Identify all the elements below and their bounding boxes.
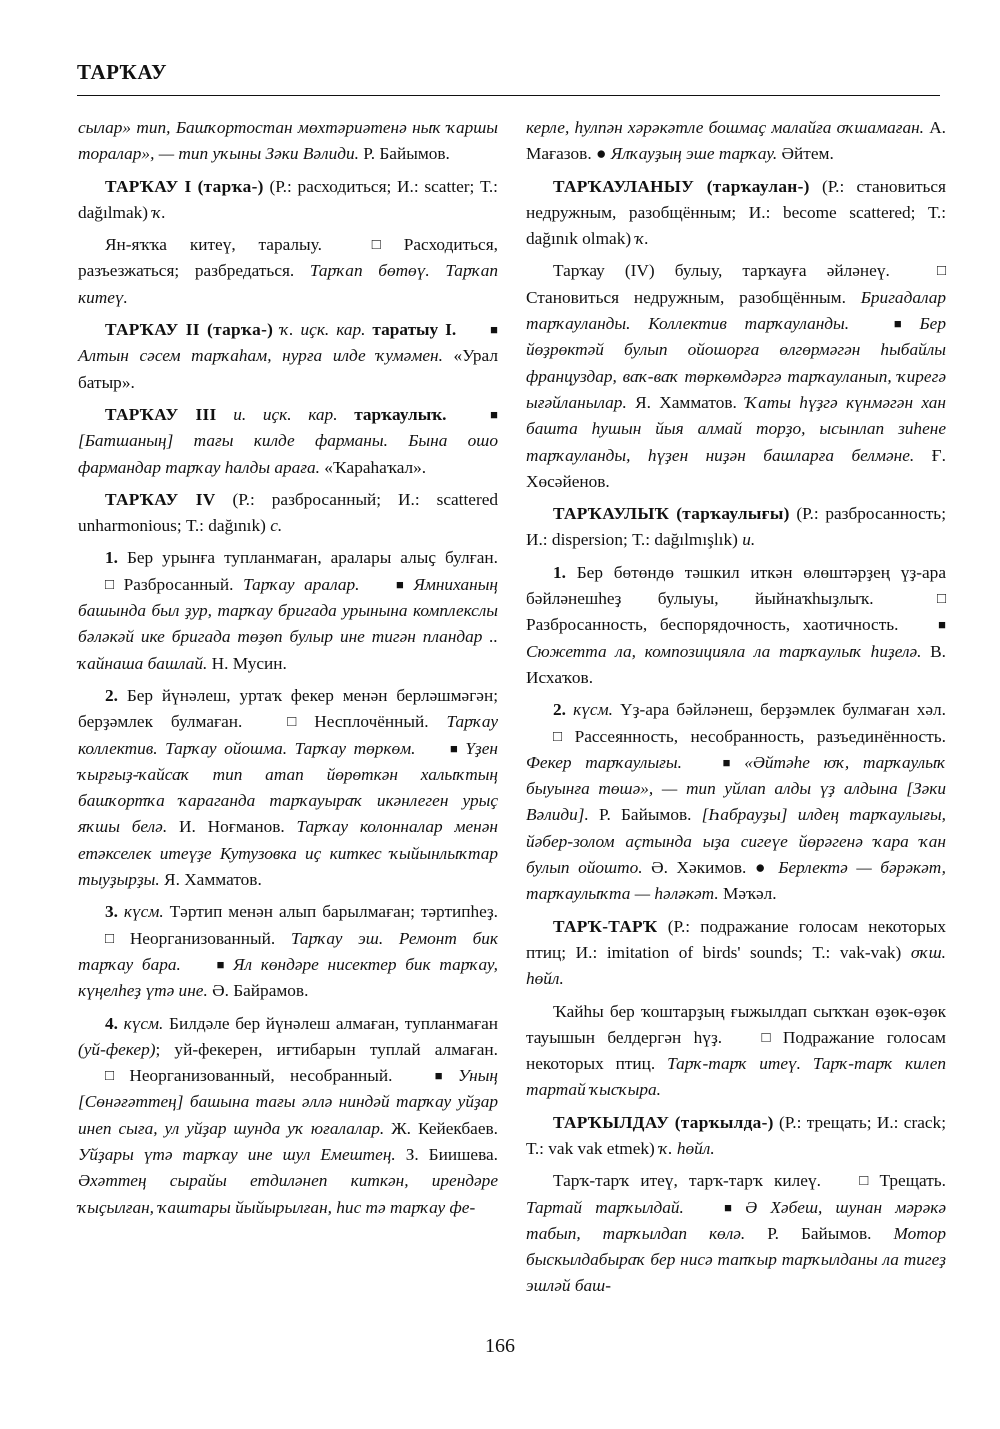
dictionary-entry: [78, 232, 498, 311]
header-rule: [77, 95, 940, 96]
right-column: [526, 115, 946, 1306]
italic-text: Әхәттең сырайы етдиләнеп киткән, ирендәре ҡыҫылған, ҡаштары йыйырылған, һис тә тарҡау фе-: [78, 1171, 498, 1217]
translation-marker: □: [105, 576, 115, 593]
entry-text: Тәртип менән алып барылмаған; тәртипһеҙ.: [163, 902, 498, 922]
example-marker: ■: [396, 576, 404, 592]
bold-text: 1.: [105, 548, 118, 568]
dictionary-entry: [526, 697, 946, 907]
entry-text: Подражание голосам некоторых птиц.: [526, 1027, 946, 1074]
bold-text: 2.: [105, 685, 118, 705]
entry-text: Р. Байымов.: [588, 805, 702, 825]
entry-text: Ә. Байрамов.: [207, 981, 309, 1001]
entry-text: Тарҡау (IV) булыу, тарҡауға әйләнеү.: [553, 261, 910, 281]
entry-text: Рассеянность, несобранность, разъединённость.: [562, 726, 946, 746]
entry-text: Әйтем.: [777, 144, 834, 164]
entry-text: (Р.: подражание голосам некоторых птиц; И.: imitation of birds' sounds; Т.: vak-vak): [526, 916, 946, 962]
bold-text: тарҡаулыҡ.: [337, 404, 447, 424]
example-marker: ■: [490, 406, 498, 422]
entry-text: Неорганизованный.: [114, 928, 291, 948]
italic-text: күсм.: [117, 902, 164, 922]
translation-marker: □: [105, 930, 115, 947]
dictionary-entry: [526, 999, 946, 1104]
entry-text: [684, 1198, 697, 1217]
dictionary-entry: [78, 683, 498, 893]
proverb-marker: ●: [595, 144, 607, 164]
italic-text: оҡш. һөйл.: [526, 942, 946, 989]
entry-text: В. Исхаҡов.: [526, 641, 946, 687]
italic-text: ҡ.: [152, 202, 166, 222]
dictionary-entry: [78, 487, 498, 540]
italic-text: и. иҫк. кар.: [216, 404, 338, 424]
italic-text: Уйҙары үтә тарҡау ине шул Емештең.: [78, 1144, 396, 1164]
italic-text: күсм.: [565, 700, 613, 720]
italic-text: Фекер тарҡаулығы.: [526, 752, 682, 772]
dictionary-entry: [526, 1110, 946, 1163]
entry-text: (Р.: разбросанный; И.: scattered unharmonious; Т.: dağınık): [78, 489, 499, 536]
entry-text: Я. Хамматов.: [159, 870, 262, 890]
proverb-marker: ●: [754, 858, 770, 878]
italic-text: Ҡаты һүҙгә күнмәгән хан башта һушын йыя алмай торҙо, ысынлап зиһене тарҡауланды, һүҙен ниҙән башларға белмәне.: [526, 392, 946, 465]
translation-marker: □: [287, 714, 297, 731]
translation-marker: □: [936, 591, 946, 608]
headword: ТАРҠАУ I (тарҡа-): [105, 176, 264, 196]
entry-text: Ә. Хәкимов.: [642, 858, 755, 878]
translation-marker: □: [105, 1068, 115, 1085]
dictionary-entry: [78, 1011, 498, 1221]
entry-text: Бер йүнәлеш, уртаҡ фекер менән берләшмәгән; берҙәмлек булмаған.: [78, 685, 498, 732]
italic-text: Сюжетта ла, композицияла ла тарҡаулыҡ һиҙелә.: [526, 641, 922, 661]
italic-text: Тарҡау аралар.: [243, 574, 360, 594]
italic-text: Ямниханың башында был ҙур, тарҡау бригада урынына комплекслы бәләкәй ике бригада төҙөп булыр ине тигән пландар .. ҡайнаша башлай.: [78, 574, 498, 673]
entry-text: Я. Хамматов.: [626, 392, 746, 412]
page-number: 166: [485, 1335, 515, 1357]
italic-text: (уй-фекер): [78, 1039, 156, 1059]
example-marker: ■: [938, 617, 946, 633]
entry-text: Бер урынға тупланмаған, аралары алыҫ булған.: [117, 548, 498, 568]
entry-text: Трещать.: [868, 1171, 947, 1191]
italic-text: и.: [742, 530, 756, 550]
translation-marker: □: [936, 263, 946, 280]
entry-text: З. Биишева.: [395, 1144, 499, 1164]
entry-text: [446, 405, 463, 424]
entry-text: Ян-яҡҡа китеү, таралыу.: [105, 235, 345, 255]
entry-text: Р. Байымов.: [358, 144, 450, 164]
dictionary-entry: [78, 899, 498, 1004]
translation-marker: □: [371, 237, 381, 254]
translation-marker: □: [761, 1029, 771, 1046]
bold-text: 4.: [105, 1013, 118, 1033]
italic-text: ҡ. иҫк. кар.: [273, 320, 366, 340]
running-head: ТАРҠАУ: [77, 60, 168, 84]
entry-text: Неорганизованный, несобранный.: [114, 1066, 408, 1086]
bold-text: 2.: [553, 700, 566, 720]
entry-continuation: [78, 115, 498, 168]
bold-text: таратыу I.: [365, 320, 457, 340]
headword: ТАРҠАУ IV: [105, 489, 216, 509]
entry-text: Р. Байымов.: [745, 1223, 894, 1243]
entry-text: [359, 575, 369, 594]
entry-text: Несплочённый.: [296, 712, 447, 732]
italic-text: Тартай тарҡылдай.: [526, 1197, 684, 1217]
italic-text: с.: [270, 516, 283, 536]
entry-text: Разбросанный.: [114, 574, 244, 594]
headword: ТАРҠЫЛДАУ (тарҡылда-): [553, 1112, 774, 1132]
italic-text: ҡ.: [635, 229, 649, 249]
italic-text: Тарҡап бөтөү. Тарҡап китеү.: [78, 261, 498, 307]
dictionary-entry: [78, 545, 498, 676]
italic-text: Тарҡау коллектив. Тарҡау ойошма. Тарҡау төркөм.: [78, 712, 498, 758]
entry-text: [415, 739, 423, 758]
headword: ТАРҠ-ТАРҠ: [553, 916, 658, 936]
headword: ТАРҠАУ II (тарҡа-): [105, 320, 274, 340]
italic-text: Тарҡау колонналар менән етәкселек итеүҙе Кутузовка иҫ киткес ҡыйынлыҡтар тыуҙырҙы.: [78, 817, 498, 890]
italic-text: керле, һулпән хәрәкәтле бошмаҫ малайға оҡшамаған.: [526, 118, 924, 137]
entry-text: [682, 753, 696, 772]
italic-text: Уның [Сөнәғәттең] башына тағы әллә ниндәй тарҡау уйҙар инеп сыға, ул уйҙар шунда уҡ юғалалар.: [78, 1066, 499, 1138]
italic-text: Алтын сәсем тарҡаһам, нурға илде ҡумәмен.: [78, 346, 443, 366]
italic-text: [Һабрауҙы] илдең тарҡаулығы, йәбер-золом аҫтында ыҙа сигеүе йөрәгенә ҡара ҡан булып ойошто.: [526, 805, 946, 878]
dictionary-entry: [526, 258, 946, 495]
dictionary-entry: [78, 317, 498, 396]
dictionary-entry: [78, 402, 498, 481]
italic-text: ҡ. һөйл.: [659, 1138, 715, 1158]
example-marker: ■: [450, 740, 458, 756]
entry-text: Ғ. Хөсәйенов.: [526, 445, 946, 491]
entry-text: [181, 955, 190, 974]
italic-text: «Әйтәһе юҡ, тарҡаулыҡ быуынға төшә», — тип уйлап алды үҙ алдына [Зәки Вәлиди].: [526, 752, 947, 825]
entry-text: Ж. Кейекбаев.: [384, 1118, 499, 1138]
dictionary-entry: [78, 174, 498, 227]
entry-continuation: [526, 115, 946, 168]
italic-text: Ял көндәре нисектер бик тарҡау, күңелһеҙ үтә ине.: [78, 954, 498, 1001]
italic-text: Берлектә — бәрәкәт, тарҡаулыҡта — һәләкәт.: [526, 858, 946, 904]
bold-text: 3.: [105, 902, 118, 922]
bold-text: 1.: [553, 562, 566, 582]
entry-text: Становиться недружным, разобщённым.: [526, 287, 861, 307]
italic-text: Тарҡау эш. Ремонт бик тарҡау бара.: [78, 928, 498, 974]
entry-text: (Р.: трещать; И.: crack; Т.: vak vak etmek): [526, 1112, 946, 1158]
dictionary-entry: [526, 174, 946, 253]
entry-text: Разбросанность, беспорядочность, хаотичность.: [526, 615, 912, 635]
italic-text: Тарҡ-тарҡ итеү. Тарҡ-тарҡ килеп тартай ҡысҡыра.: [526, 1054, 947, 1100]
headword: ТАРҠАУ III: [105, 404, 217, 424]
example-marker: ■: [724, 1199, 732, 1215]
example-marker: ■: [722, 754, 731, 770]
entry-text: Мәҡәл.: [718, 884, 777, 904]
dictionary-entry: [526, 1168, 946, 1299]
entry-text: «Ҡараһаҡал».: [319, 457, 427, 477]
italic-text: сылар» тип, Башҡортостан мөхтәриәтенә ныҡ ҡаршы торалар», — тип уҡыны Зәки Вәлиди.: [78, 118, 498, 164]
dictionary-entry: [526, 560, 946, 691]
entry-text: Билдәле бер йүнәлеш алмаған, тупланмаған: [163, 1013, 498, 1033]
headword: ТАРҠАУЛАНЫУ (тарҡаулан-): [553, 176, 810, 196]
italic-text: Үҙен ҡырғыҙ-ҡайсаҡ тип атап йөрөткән халыҡтың башҡортҡа ҡараганда тарҡауыраҡ икәнлеген урыҫ яҡшы белә.: [78, 738, 499, 837]
entry-text: Үҙ-ара бәйләнеш, берҙәмлек булмаған хәл.: [612, 700, 946, 720]
left-column: [78, 115, 498, 1227]
entry-text: «Урал батыр».: [78, 346, 499, 392]
italic-text: [Батшаның] тағы килде фарманы. Бына ошо фармандар тарҡау һалды араға.: [78, 431, 498, 477]
example-marker: ■: [490, 322, 499, 338]
dictionary-entry: [526, 914, 946, 993]
italic-text: Бер йөҙрөктәй булып ойошорға өлгөрмәгән һыбайлы француздар, ваҡ-ваҡ төркөмдәргә тарҡауланып, ҡирегә ығәйланылар.: [526, 314, 946, 412]
entry-text: [456, 320, 463, 339]
entry-text: (Р.: расходиться; И.: scatter; Т.: dağılmak): [78, 176, 498, 222]
entry-text: Н. Мусин.: [207, 653, 287, 673]
entry-text: [849, 314, 867, 333]
entry-text: (Р.: становиться недружным, разобщённым; И.: become scattered; Т.: dağınık olmak): [526, 176, 947, 249]
entry-text: И. Ноғманов.: [167, 817, 297, 837]
entry-text: ; уй-фекерен, иғтибарын туплай алмаған.: [155, 1039, 498, 1059]
entry-text: Ҡайһы бер ҡоштарҙың ғыжылдап сыҡҡан өҙөк-өҙөк тауышын белдергән һүҙ.: [526, 1001, 946, 1047]
italic-text: Бригадалар тарҡауланды. Коллектив тарҡауланды.: [526, 287, 946, 334]
italic-text: Ә Хәбеш, шунан мәрәкә табып, тарҡылдап көлә.: [526, 1197, 946, 1243]
example-marker: ■: [893, 316, 902, 332]
example-marker: ■: [216, 956, 225, 972]
example-marker: ■: [434, 1068, 443, 1084]
translation-marker: □: [553, 728, 563, 745]
entry-text: (Р.: разбросанность; И.: dispersion; Т.: dağılmışlık): [526, 504, 946, 550]
dictionary-entry: [526, 501, 946, 554]
entry-text: Тарҡ-тарҡ итеү, тарҡ-тарҡ килеү.: [553, 1171, 833, 1191]
italic-text: Мотор быскылдабыраҡ бер нисә тапҡыр тарҡылданы ла тигеҙ эшләй баш-: [526, 1223, 946, 1296]
entry-text: Расходиться, разъезжаться; разбредаться.: [78, 235, 498, 281]
entry-text: А. Мағазов.: [526, 118, 946, 164]
italic-text: Ялҡауҙың эше тарҡау.: [606, 144, 778, 164]
translation-marker: □: [859, 1173, 869, 1190]
entry-text: Бер бөтөндө тәшкил иткән өлөштәрҙең үҙ-ара бәйләнешһеҙ булыуы, йыйнаҡһыҙлыҡ.: [526, 562, 946, 609]
italic-text: күсм.: [117, 1013, 164, 1033]
headword: ТАРҠАУЛЫҠ (тарҡаулығы): [553, 504, 790, 524]
